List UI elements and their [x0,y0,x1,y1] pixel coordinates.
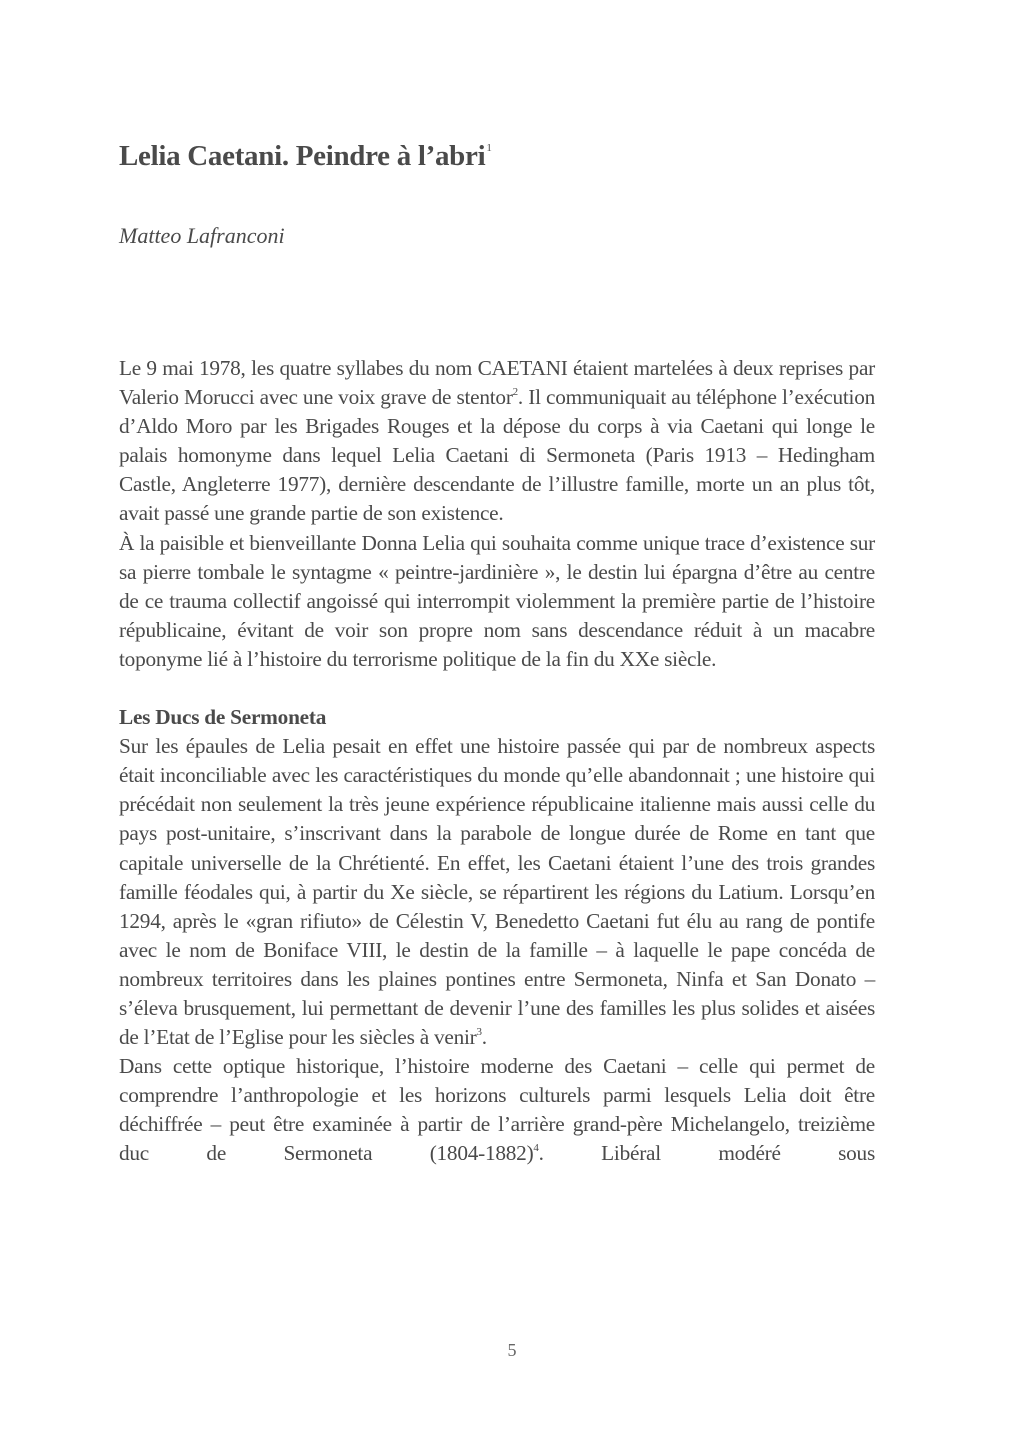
paragraph-text: . [481,1025,487,1050]
section-heading: Les Ducs de Sermoneta [119,705,327,730]
paragraph-section-2 [119,1052,875,1168]
paragraph-text: Le 9 mai 1978, les quatre syllabes du nom CAETANI étaient martelées à deux reprises par Valerio Morucci avec une voix grave de stentor [119,356,875,410]
footnote-ref-3[interactable]: 3 [476,1026,482,1039]
paragraph-text: . Il communiquait au téléphone l’exécution d’Aldo Moro par les Brigades Rouges et la dépose du corps à via Caetani qui longe le palais homonyme dans lequel Lelia Caetani di Sermoneta (Paris 1913 – Hedingham Castle, Angleterre 1977), dernière descendante de l’illustre famille, morte un an plus tôt, avait passé une grande partie de son existence. [119,385,875,526]
footnote-ref-2[interactable]: 2 [512,386,518,399]
paragraph-text: . Libéral modéré sous [538,1141,875,1166]
page-number: 5 [507,1340,517,1360]
article-title-text: Lelia Caetani. Peindre à l’abri [119,140,486,172]
paragraph-text: Sur les épaules de Lelia pesait en effet une histoire passée qui par de nombreux aspects était inconciliable avec les caractéristiques du monde qu’elle abandonnait ; une histoire qui précédait non seulement la très jeune expérience républicaine italienne mais aussi celle du pays post-unitaire, s’inscrivant dans la parabole de longue durée de Rome en tant que capitale universelle de la Chrétienté. En effet, les Caetani étaient l’une des trois grandes famille féodales qui, à partir du Xe siècle, se répartirent les régions du Latium. Lorsqu’en 1294, après le «gran rifiuto» de Célestin V, Benedetto Caetani fut élu au rang de pontife avec le nom de Boniface VIII, le destin de la famille – à laquelle le pape concéda de nombreux territoires dans les plaines pontines entre Sermoneta, Ninfa et San Donato – s’éleva brusquement, lui permettant de devenir l’une des familles les plus solides et aisées de l’Etat de l’Eglise pour les siècles à venir [119,734,875,1050]
author-name: Matteo Lafranconi [119,223,285,248]
article-title [119,140,492,173]
article-body [119,354,875,1169]
paragraph-intro-1 [119,354,875,529]
paragraph-intro-2: À la paisible et bienveillante Donna Lelia qui souhaita comme unique trace d’existence sur sa pierre tombale le syntagme « peintre-jardinière », le destin lui épargna d’être au centre de ce trauma collectif angoissé qui interrompit violemment la première partie de l’histoire républicaine, évitant de voir son propre nom sans descendance réduit à un macabre toponyme lié à l’histoire du terrorisme politique de la fin du XXe siècle. [119,530,875,671]
paragraph-text: Dans cette optique historique, l’histoire moderne des Caetani – celle qui permet de comprendre l’anthropologie et les horizons culturels parmi lesquels Lelia doit être déchiffrée – peut être examinée à partir de l’arrière grand-père Michelangelo, treizième duc de Sermoneta (1804-1882) [119,1054,875,1166]
paragraph-section-1 [119,732,875,1052]
footnote-ref-4[interactable]: 4 [533,1142,539,1155]
footnote-ref-1[interactable]: 1 [486,142,492,154]
